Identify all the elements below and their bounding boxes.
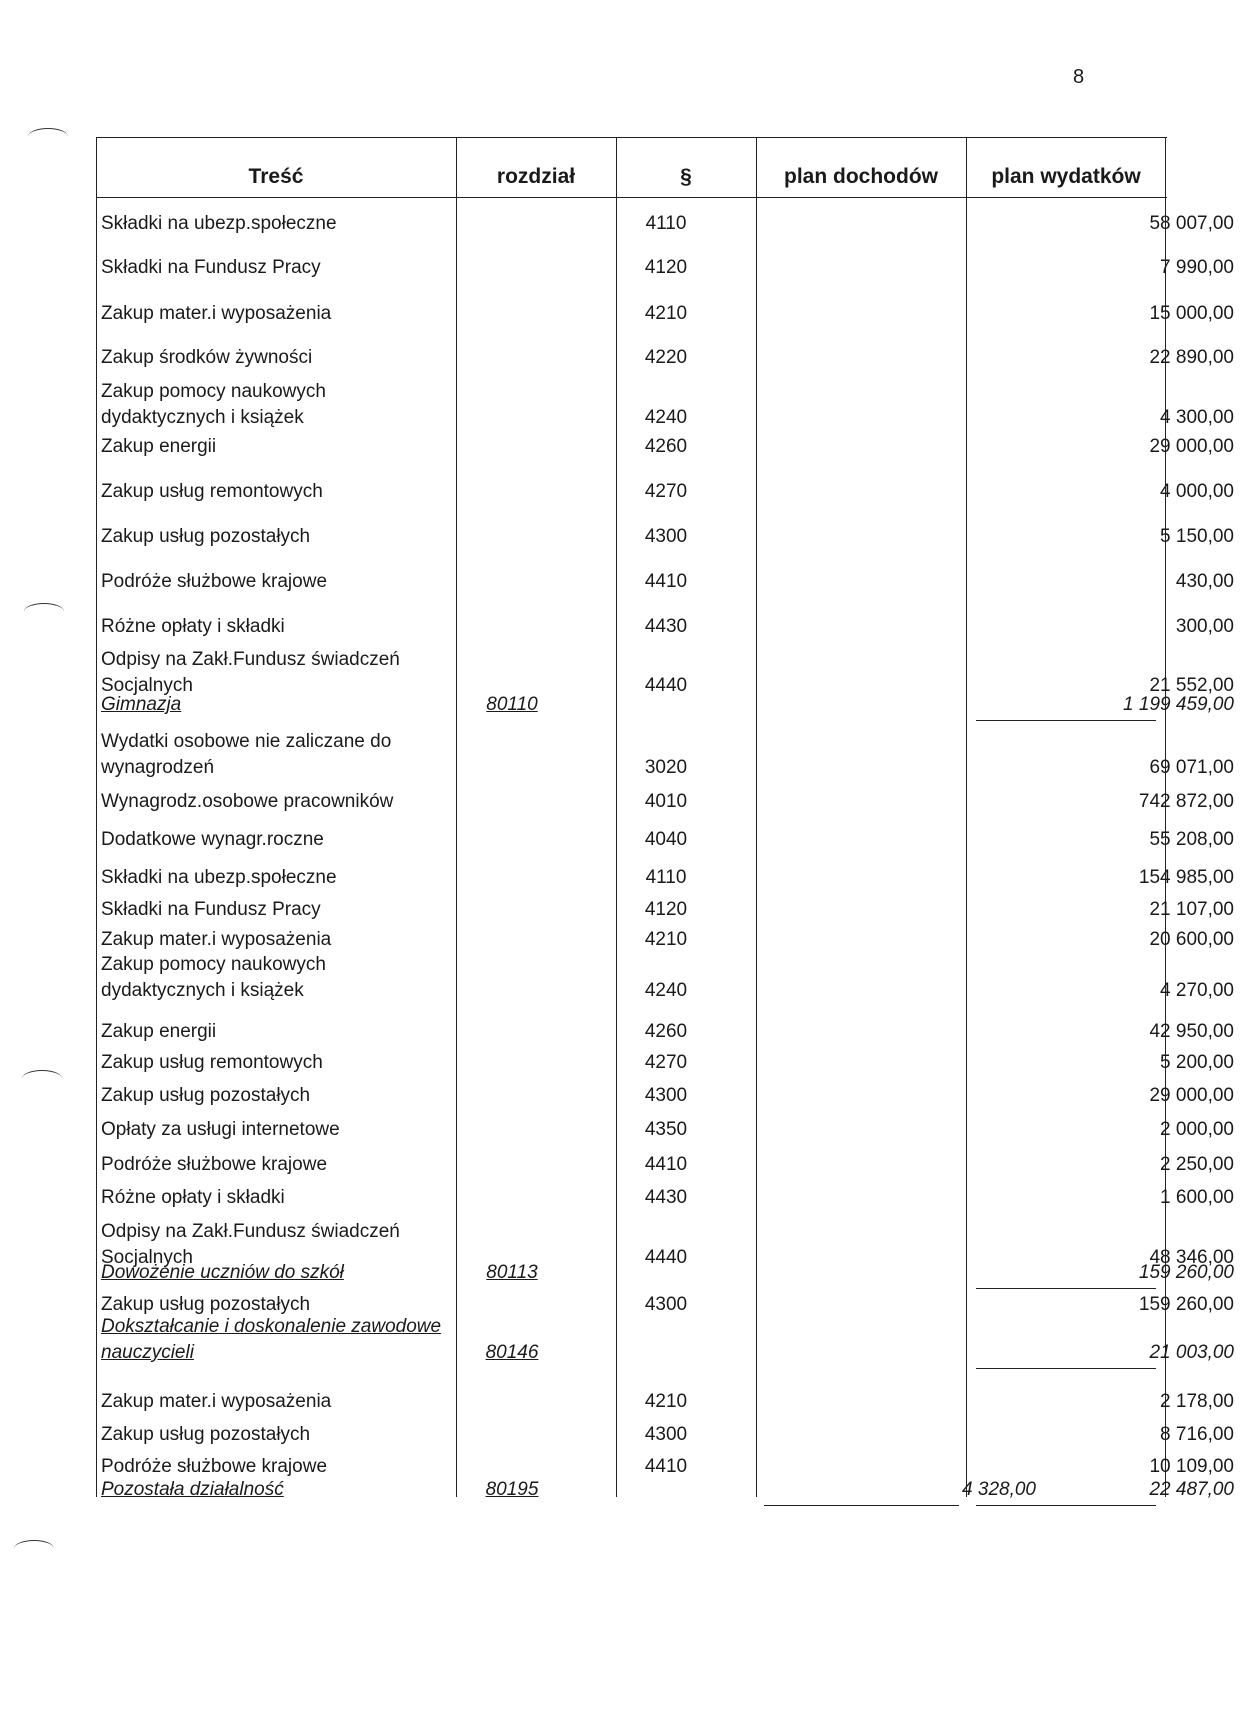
cell-rozdzial: 80195: [485, 1479, 539, 1500]
cell-plan-wydatkow: 55 208,00: [1149, 829, 1234, 850]
cell-plan-wydatkow: 742 872,00: [1138, 791, 1234, 812]
table-header-border: [96, 197, 1167, 198]
cell-plan-wydatkow: 5 200,00: [1160, 1052, 1234, 1073]
cell-plan-wydatkow: 154 985,00: [1138, 867, 1234, 888]
cell-tresc: Opłaty za usługi internetowe: [101, 1119, 340, 1140]
cell-plan-wydatkow: 22 890,00: [1149, 347, 1234, 368]
cell-plan-wydatkow: 2 250,00: [1160, 1154, 1234, 1175]
budget-table: [96, 137, 1234, 1500]
cell-tresc: Składki na ubezp.społeczne: [101, 867, 337, 888]
cell-paragraf: 4430: [644, 1187, 688, 1208]
cell-tresc: Zakup energii: [101, 436, 217, 457]
cell-tresc: Zakup mater.i wyposażenia: [101, 1391, 332, 1412]
cell-tresc: Zakup energii: [101, 1021, 217, 1042]
cell-tresc: Zakup środków żywności: [101, 347, 313, 368]
cell-plan-wydatkow: 10 109,00: [1149, 1456, 1234, 1477]
cell-paragraf: 4210: [644, 1391, 688, 1412]
column-divider: [456, 137, 457, 1497]
cell-rozdzial: 80110: [486, 694, 538, 715]
cell-plan-wydatkow: 58 007,00: [1149, 213, 1234, 234]
subtotal-underline: [976, 1288, 1156, 1289]
cell-tresc: Różne opłaty i składki: [101, 616, 285, 637]
cell-tresc: Zakup pomocy naukowych dydaktycznych i książek: [101, 954, 326, 1001]
subtotal-underline: [976, 1505, 1156, 1506]
header-plan-wydatkow: plan wydatków: [991, 165, 1141, 188]
cell-tresc: Gimnazja: [101, 694, 182, 715]
cell-paragraf: 4110: [645, 867, 687, 888]
cell-paragraf: 4110: [645, 213, 687, 234]
cell-paragraf: 4260: [644, 436, 688, 457]
subtotal-underline: [976, 720, 1156, 721]
cell-rozdzial: 80113: [486, 1262, 538, 1283]
cell-paragraf: 4300: [644, 1085, 688, 1106]
cell-tresc: Podróże służbowe krajowe: [101, 571, 328, 592]
cell-tresc: Zakup usług pozostałych: [101, 526, 311, 547]
cell-plan-dochodow: 4 328,00: [962, 1479, 1036, 1500]
cell-plan-wydatkow: 21 003,00: [1149, 1342, 1234, 1363]
cell-plan-wydatkow: 2 178,00: [1160, 1391, 1234, 1412]
cell-plan-wydatkow: 1 600,00: [1160, 1187, 1234, 1208]
cell-paragraf: 4300: [644, 1424, 688, 1445]
column-divider: [756, 137, 757, 1497]
cell-tresc: Składki na ubezp.społeczne: [101, 213, 337, 234]
cell-paragraf: 4410: [644, 1456, 688, 1477]
header-tresc: Treść: [248, 165, 304, 188]
punch-hole-mark: [28, 128, 68, 145]
cell-paragraf: 4010: [644, 791, 688, 812]
cell-plan-wydatkow: 300,00: [1175, 616, 1234, 637]
cell-paragraf: 4240: [644, 407, 688, 428]
cell-plan-wydatkow: 4 000,00: [1160, 481, 1234, 502]
cell-plan-wydatkow: 4 270,00: [1160, 980, 1234, 1001]
header-paragraf: §: [680, 165, 692, 188]
cell-plan-wydatkow: 42 950,00: [1149, 1021, 1234, 1042]
cell-tresc: Zakup pomocy naukowych dydaktycznych i książek: [101, 381, 326, 428]
cell-paragraf: 4210: [644, 929, 688, 950]
cell-paragraf: 4240: [644, 980, 688, 1001]
subtotal-underline: [976, 1368, 1156, 1369]
cell-plan-wydatkow: 29 000,00: [1149, 436, 1234, 457]
cell-tresc: Zakup usług remontowych: [101, 481, 323, 502]
cell-paragraf: 4210: [644, 303, 688, 324]
cell-tresc: Odpisy na Zakł.Fundusz świadczeń Socjalnych: [101, 1221, 400, 1268]
cell-tresc: Zakup usług remontowych: [101, 1052, 323, 1073]
cell-tresc: Zakup usług pozostałych: [101, 1424, 311, 1445]
cell-tresc: Zakup usług pozostałych: [101, 1294, 311, 1315]
cell-plan-wydatkow: 22 487,00: [1149, 1479, 1234, 1500]
subtotal-underline: [764, 1505, 959, 1506]
cell-plan-wydatkow: 29 000,00: [1149, 1085, 1234, 1106]
cell-paragraf: 4440: [644, 675, 688, 696]
table-top-border: [96, 137, 1167, 138]
cell-paragraf: 4270: [644, 481, 688, 502]
cell-paragraf: 4350: [644, 1119, 688, 1140]
cell-plan-wydatkow: 15 000,00: [1149, 303, 1234, 324]
cell-plan-wydatkow: 8 716,00: [1160, 1424, 1234, 1445]
cell-tresc: Pozostała działalność: [101, 1479, 284, 1500]
cell-paragraf: 4410: [644, 571, 688, 592]
cell-tresc: Odpisy na Zakł.Fundusz świadczeń Socjalnych: [101, 649, 400, 696]
cell-plan-wydatkow: 159 260,00: [1138, 1294, 1234, 1315]
cell-tresc: Dowożenie uczniów do szkół: [101, 1262, 344, 1283]
cell-paragraf: 4270: [644, 1052, 688, 1073]
cell-plan-wydatkow: 2 000,00: [1160, 1119, 1234, 1140]
cell-plan-wydatkow: 5 150,00: [1160, 526, 1234, 547]
cell-tresc: Dodatkowe wynagr.roczne: [101, 829, 324, 850]
cell-rozdzial: 80146: [485, 1342, 539, 1363]
cell-plan-wydatkow: 1 199 459,00: [1123, 694, 1234, 715]
page-number: 8: [1073, 66, 1085, 88]
cell-paragraf: 4220: [644, 347, 688, 368]
punch-hole-mark: [22, 1070, 62, 1087]
cell-plan-wydatkow: 430,00: [1175, 571, 1234, 592]
cell-paragraf: 4300: [644, 526, 688, 547]
cell-paragraf: 3020: [644, 757, 688, 778]
cell-paragraf: 4440: [644, 1247, 688, 1268]
cell-paragraf: 4120: [644, 899, 688, 920]
header-plan-dochodow: plan dochodów: [784, 165, 938, 188]
cell-plan-wydatkow: 48 346,00: [1149, 1247, 1234, 1268]
cell-tresc: Dokształcanie i doskonalenie zawodowe nauczycieli: [101, 1316, 442, 1363]
cell-tresc: Zakup mater.i wyposażenia: [101, 303, 332, 324]
cell-tresc: Składki na Fundusz Pracy: [101, 257, 321, 278]
cell-paragraf: 4120: [644, 257, 688, 278]
cell-tresc: Podróże służbowe krajowe: [101, 1456, 328, 1477]
cell-paragraf: 4040: [644, 829, 688, 850]
cell-paragraf: 4410: [644, 1154, 688, 1175]
cell-tresc: Zakup mater.i wyposażenia: [101, 929, 332, 950]
cell-tresc: Składki na Fundusz Pracy: [101, 899, 321, 920]
cell-tresc: Wydatki osobowe nie zaliczane do wynagrodzeń: [101, 731, 392, 778]
column-divider: [96, 137, 97, 1497]
cell-plan-wydatkow: 159 260,00: [1138, 1262, 1234, 1283]
cell-plan-wydatkow: 20 600,00: [1149, 929, 1234, 950]
cell-plan-wydatkow: 4 300,00: [1160, 407, 1234, 428]
cell-tresc: Podróże służbowe krajowe: [101, 1154, 328, 1175]
cell-paragraf: 4260: [644, 1021, 688, 1042]
cell-tresc: Wynagrodz.osobowe pracowników: [101, 791, 394, 812]
cell-paragraf: 4430: [644, 616, 688, 637]
cell-paragraf: 4300: [644, 1294, 688, 1315]
punch-hole-mark: [24, 603, 64, 620]
cell-tresc: Różne opłaty i składki: [101, 1187, 285, 1208]
cell-plan-wydatkow: 69 071,00: [1149, 757, 1234, 778]
cell-plan-wydatkow: 21 552,00: [1149, 675, 1234, 696]
header-rozdzial: rozdział: [496, 165, 576, 188]
cell-tresc: Zakup usług pozostałych: [101, 1085, 311, 1106]
cell-plan-wydatkow: 7 990,00: [1160, 257, 1234, 278]
punch-hole-mark: [14, 1540, 54, 1557]
cell-plan-wydatkow: 21 107,00: [1149, 899, 1234, 920]
